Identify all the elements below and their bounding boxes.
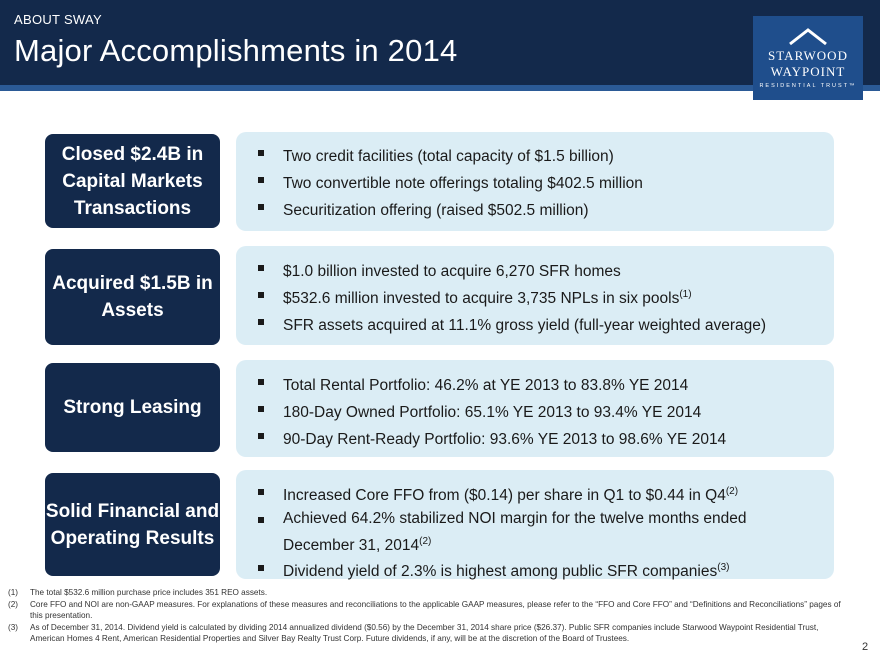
footnote-2: (2) Core FFO and NOI are non-GAAP measures. For explanations of these measures and reconciliations to the applicable GAAP measures, please refer to the “FFO and Core FFO” and “Definitions and Reconciliations” pages of this presentation. xyxy=(8,599,841,621)
footnotes xyxy=(8,587,848,645)
row-1-label: Closed $2.4B in Capital Markets Transactions xyxy=(45,134,220,228)
bullet-icon xyxy=(258,379,264,385)
section-label: ABOUT SWAY xyxy=(14,12,102,27)
row-2-label: Acquired $1.5B in Assets xyxy=(45,249,220,345)
roof-icon xyxy=(788,26,828,46)
logo-line-1: STARWOOD xyxy=(768,48,848,63)
logo-line-2: WAYPOINT xyxy=(770,64,846,79)
footnote-1: (1) The total $532.6 million purchase price includes 351 REO assets. xyxy=(8,588,268,597)
bullet-icon xyxy=(258,204,264,210)
bullet-icon xyxy=(258,406,264,412)
bullet-icon xyxy=(258,489,264,495)
logo-line-3: RESIDENTIAL TRUST™ xyxy=(759,83,857,89)
bullet-icon xyxy=(258,517,264,523)
bullet-icon xyxy=(258,433,264,439)
bullet-icon xyxy=(258,177,264,183)
page-title: Major Accomplishments in 2014 xyxy=(14,33,458,68)
bullet-icon xyxy=(258,150,264,156)
bullet-icon xyxy=(258,292,264,298)
row-4-label: Solid Financial and Operating Results xyxy=(45,473,220,576)
row-3-label: Strong Leasing xyxy=(45,363,220,452)
company-logo xyxy=(753,16,863,100)
header-bar xyxy=(0,0,880,85)
page-number: 2 xyxy=(862,641,869,653)
footnote-3: (3) As of December 31, 2014. Dividend yield is calculated by dividing 2014 annualized dividend ($0.56) by the December 31, 2014 share price ($26.37). Public SFR companies include Starwood Waypoint Residential Trust, American Homes 4 Rent, American Residential Properties and Silver Bay Realty Trust Corp. Future dividends, if any, will be at the discretion of the Board of Trustees. xyxy=(8,622,819,644)
bullet-icon xyxy=(258,265,264,271)
header-rule xyxy=(0,85,880,91)
bullet-icon xyxy=(258,319,264,325)
bullet-icon xyxy=(258,565,264,571)
